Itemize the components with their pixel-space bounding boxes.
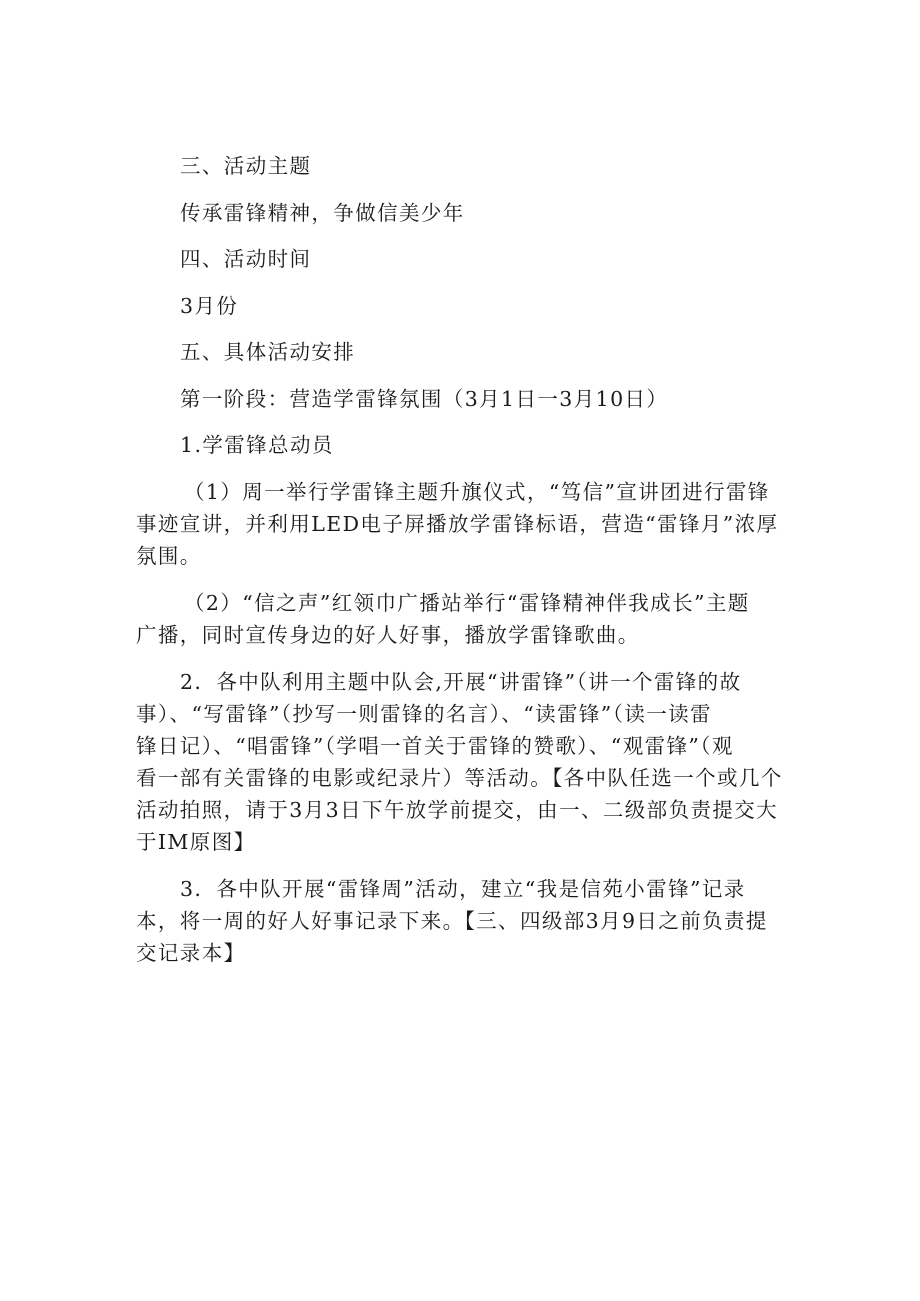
- paragraph-line: 氛围。: [136, 543, 202, 568]
- heading-arrangement: 五、具体活动安排: [180, 340, 356, 364]
- document-body: [136, 150, 792, 984]
- paragraph-line: 3．各中队开展“雷锋周”活动，建立“我是信苑小雷锋”记录: [180, 876, 746, 901]
- time-text: 3月份: [180, 293, 239, 318]
- heading-theme: 三、活动主题: [180, 154, 312, 178]
- paragraph-line: 2．各中队利用主题中队会,开展“讲雷锋”（讲一个雷锋的故: [180, 669, 742, 694]
- theme-text: 传承雷锋精神，争做信美少年: [180, 200, 465, 225]
- paragraph-line: 锋日记）、“唱雷锋”（学唱一首关于雷锋的赞歌）、“观雷锋”（观: [136, 733, 734, 758]
- stage-one-title: 第一阶段：营造学雷锋氛围（3月1日一3月10日）: [180, 386, 669, 411]
- paragraph-line: 活动拍照，请于3月3日下午放学前提交，由一、二级部负责提交大: [136, 797, 779, 822]
- paragraph-line: 于IM原图】: [136, 829, 256, 854]
- paragraph-line: （2）“信之声”红领巾广播站举行“雷锋精神伴我成长”主题: [184, 590, 750, 615]
- paragraph-class-meeting: [136, 666, 792, 858]
- paragraph-leifeng-week: [136, 873, 792, 969]
- paragraph-line: 本，将一周的好人好事记录下来。【三、四级部3月9日之前负责提: [136, 908, 768, 933]
- paragraph-broadcast: [136, 587, 792, 651]
- paragraph-line: 看一部有关雷锋的电影或纪录片）等活动。【各中队任选一个或几个: [136, 765, 783, 790]
- heading-time: 四、活动时间: [180, 247, 312, 271]
- paragraph-line: 事）、“写雷锋”（抄写一则雷锋的名言）、“读雷锋”（读一读雷: [136, 701, 712, 726]
- item-one-title: 1.学雷锋总动员: [180, 433, 334, 457]
- paragraph-line: 交记录本】: [136, 940, 246, 965]
- paragraph-line: 事迹宣讲，并利用LED电子屏播放学雷锋标语，营造“雷锋月”浓厚: [136, 511, 779, 536]
- paragraph-line: （1）周一举行学雷锋主题升旗仪式，“笃信”宣讲团进行雷锋: [184, 479, 770, 504]
- paragraph-line: 广播，同时宣传身边的好人好事，播放学雷锋歌曲。: [136, 622, 640, 647]
- paragraph-flag-ceremony: [136, 476, 792, 572]
